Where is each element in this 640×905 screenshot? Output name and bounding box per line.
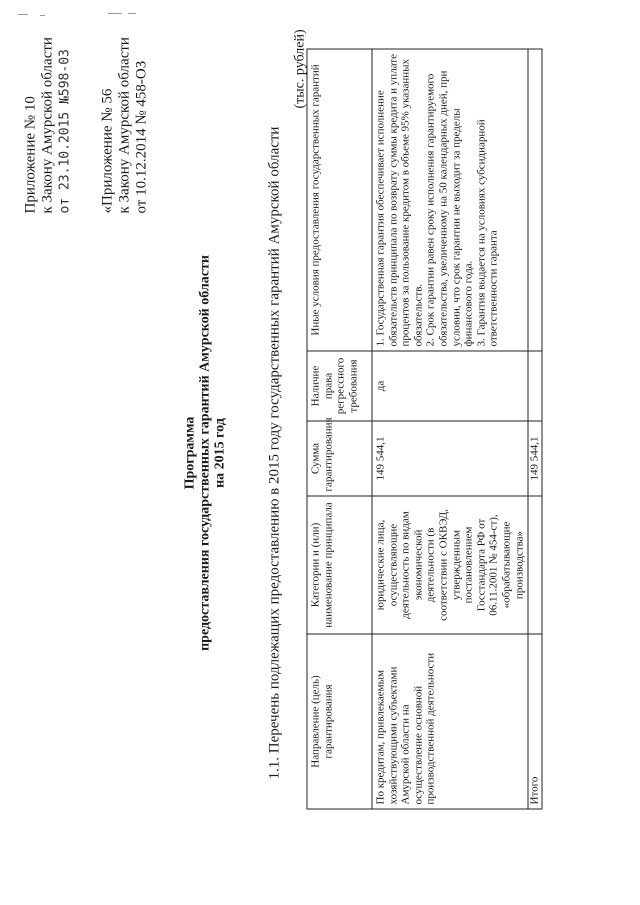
cell-direction: По кредитам, привлекаемым хозяйствующими субъектами Амурской области на осуществление основной производственной деятельности [372,634,528,809]
table-header-row [307,49,372,809]
table-row [372,49,528,809]
cell-category: юридические лица, осуществляющие деятельность по видам экономической деятельности (в соответствии с ОКВЭД, утвержденным постановлением Госстандарта РФ от 06.11.2001 № 454-ст), «обрабатывающие производства» [372,496,528,634]
condition-item: 2. Срок гарантии равен сроку исполнения гарантируемого обязательства, увеличенному на 50 календарных дней, при условии, что срок гарантии не выходит за пределы финансового года. [424,70,475,346]
total-sum: 149 544,1 [528,421,542,496]
table-total-row [528,49,542,809]
header-sum: Сумма гарантирования [307,421,372,496]
condition-item: 1. Государственная гарантия обеспечивает исполнение обязательств принципала по возврату суммы кредита и уплате процентов за пользование кредитом в объеме 95% указанных обязательств. [374,53,424,346]
appendix-previous-law: к Закону Амурской области [116,36,132,213]
program-title [182,150,227,755]
condition-item: 3. Гарантия выдается на условиях субсидиарной ответственности гаранта [474,118,500,346]
cell-regress: да [372,351,528,421]
appendix-current-date: от 23.10.2015 №598-03 [57,48,72,213]
program-title-line2: предоставления государственных гарантий Амурской области [197,254,212,651]
total-label: Итого [528,634,542,809]
appendix-previous-title: «Приложение № 56 [99,88,115,213]
header-regress: Наличие права регрессного требования [307,351,372,421]
guarantees-table [306,48,542,809]
program-title-line1: Программа [182,416,197,489]
header-category: Категории и (или) наименование принципала [307,496,372,634]
appendix-previous [99,37,150,213]
section-heading: 1.1. Перечень подлежащих предоставлению в 2015 году государственных гарантий Амурской области [266,126,282,779]
appendix-current-title: Приложение № 10 [22,95,38,213]
cell-conditions [372,49,528,351]
total-empty-cell [528,351,542,421]
cell-sum: 149 544,1 [372,421,528,496]
header-direction: Направление (цель) гарантирования [307,634,372,809]
header-conditions: Иные условия предоставления государственных гарантий [307,49,372,351]
unit-note: (тыс. рублей) [292,28,307,108]
total-empty-cell [528,49,542,351]
appendix-previous-date: от 10.12.2014 № 458-ОЗ [133,60,149,213]
appendix-current-law: к Закону Амурской области [39,36,55,213]
total-empty-cell [528,496,542,634]
program-title-line3: на 2015 год [212,417,227,488]
appendix-current [22,37,73,213]
